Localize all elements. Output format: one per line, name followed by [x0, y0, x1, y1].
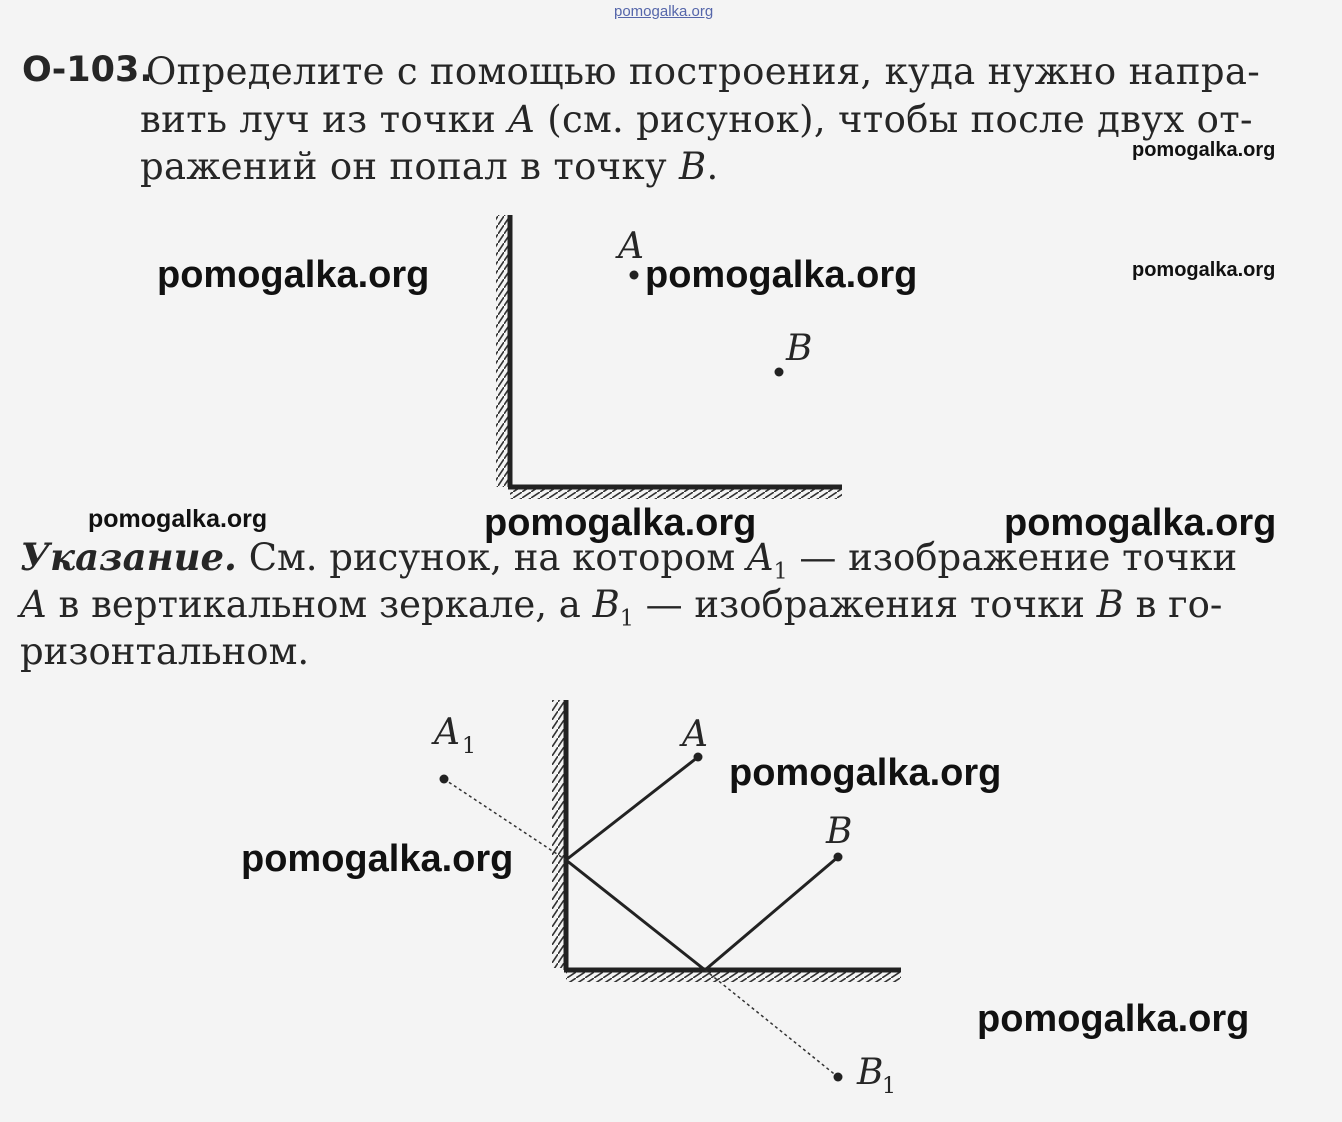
ray-segment-2: [566, 860, 705, 970]
label-b: B: [786, 328, 813, 369]
hint-text: в вертикальном зеркале, а: [46, 583, 593, 626]
hint-text: — изображения точки: [633, 583, 1097, 626]
point-b: [775, 368, 784, 377]
ray-arrow-3: [705, 913, 772, 970]
point-b1: [834, 1073, 843, 1082]
watermark: pomogalka.org: [88, 505, 268, 533]
construction-line-b1: [705, 970, 838, 1077]
problem-text: (см. рисунок), чтобы после двух от-: [535, 98, 1253, 141]
problem-text: вить луч из точки: [140, 98, 509, 141]
watermark: pomogalka.org: [645, 254, 918, 296]
point-label-a: A: [20, 583, 47, 626]
point-a1: [440, 775, 449, 784]
hint-line-3: ризонтальном.: [20, 630, 310, 673]
hint-text: — изображение точки: [787, 536, 1238, 579]
hint-text: в го-: [1123, 583, 1223, 626]
problem-text: .: [706, 145, 719, 188]
point-label-a: A: [746, 536, 774, 579]
watermark: pomogalka.org: [977, 998, 1250, 1040]
problem-text: ражений он попал в точку: [140, 145, 679, 188]
label-b1: B: [857, 1052, 884, 1093]
point-label-a: A: [508, 98, 536, 141]
point-label-b: B: [679, 145, 707, 188]
hint-label: Указание.: [20, 535, 237, 579]
problem-line-1: Определите с помощью построения, куда нужно напра-: [146, 50, 1260, 93]
watermark: pomogalka.org: [157, 254, 430, 296]
watermark: pomogalka.org: [1132, 259, 1276, 281]
point-label-b: B: [592, 583, 620, 626]
watermark: pomogalka.org: [1132, 139, 1276, 161]
watermark: pomogalka.org: [1004, 502, 1277, 544]
subscript: 1: [773, 559, 788, 585]
label-a: A: [682, 714, 708, 755]
problem-number: О-103.: [22, 50, 153, 90]
label-b1-sub: 1: [882, 1074, 896, 1099]
ray-arrow-1: [632, 757, 698, 809]
label-a: A: [618, 226, 644, 267]
point-b: [834, 853, 843, 862]
hint-text: См. рисунок, на котором: [236, 536, 747, 579]
label-b: B: [826, 811, 853, 852]
watermark: pomogalka.org: [241, 838, 514, 880]
ray-arrow-2: [566, 860, 636, 915]
label-a1: A: [434, 712, 460, 753]
subscript: 1: [619, 606, 634, 632]
site-link-top[interactable]: pomogalka.org: [614, 3, 714, 20]
point-label-b: B: [1096, 583, 1124, 626]
point-a: [630, 271, 639, 280]
watermark: pomogalka.org: [484, 502, 757, 544]
label-a1-sub: 1: [462, 734, 476, 759]
watermark: pomogalka.org: [729, 752, 1002, 794]
